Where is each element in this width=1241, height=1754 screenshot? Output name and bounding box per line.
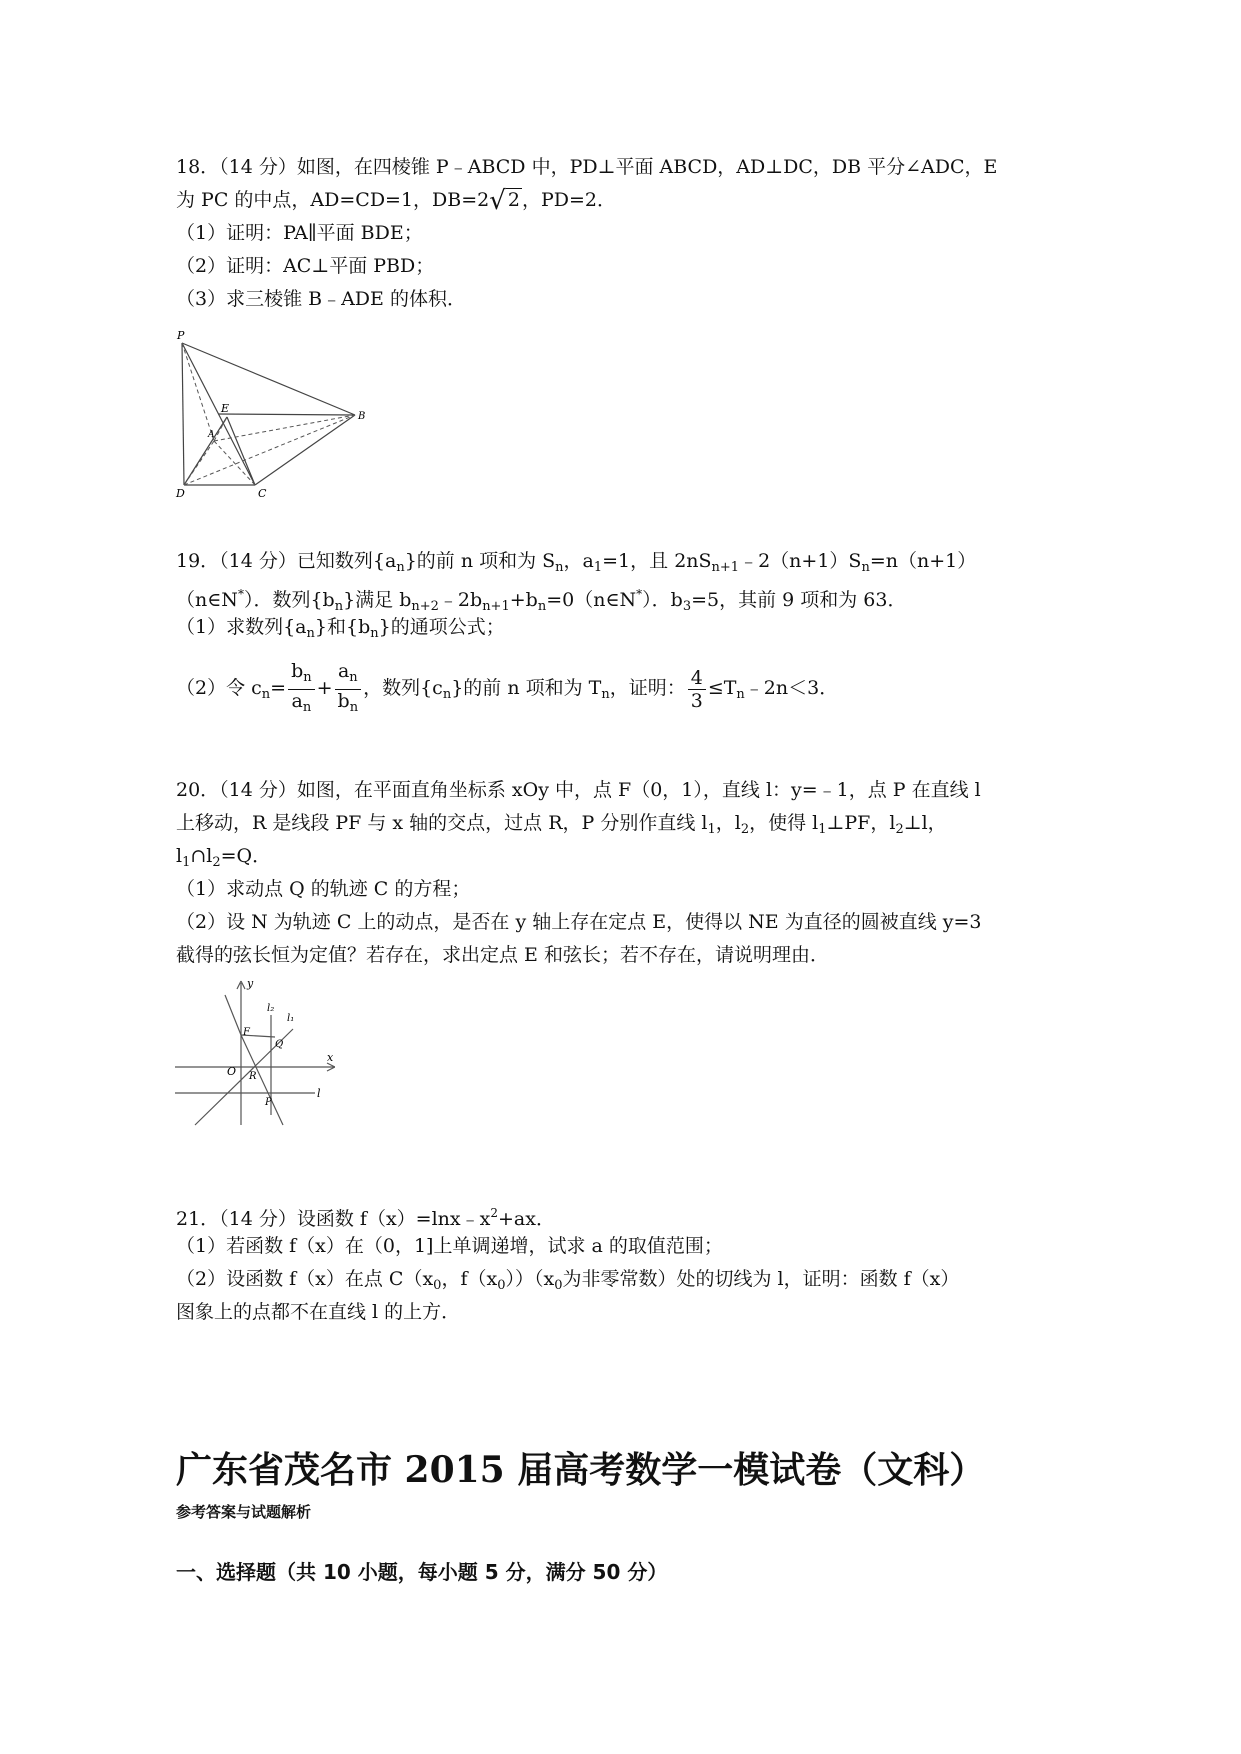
q21-part1: （1）若函数 f（x）在（0，1]上单调递增，试求 a 的取值范围； bbox=[176, 1235, 723, 1257]
label-P: P bbox=[177, 329, 185, 342]
question-20 bbox=[176, 774, 1076, 972]
q21-part2: （2）设函数 f（x）在点 $C(x_0$，$f(x_0))(x_0$为非零常数）处的切线为 l，证明：函数 f（x） bbox=[176, 1268, 960, 1293]
q19-line1: 19．（14 分）已知数列$\{a_n\}$的前 n 项和为 $S_n$，$a_1=1$，且 $2nS_{n+1}﹣2(n+1)S_n=n(n+1)$ bbox=[176, 550, 977, 575]
answer-subtitle: 参考答案与试题解析 bbox=[176, 1503, 312, 1521]
q18-line2: 为 PC 的中点，AD=CD=1，DB=2√ 2 ，PD=2． bbox=[176, 186, 616, 216]
question-19 bbox=[176, 545, 1076, 724]
q21-part3: 图象上的点都不在直线 l 的上方． bbox=[176, 1301, 461, 1323]
label-F: F bbox=[243, 1027, 250, 1038]
label-E: E bbox=[221, 402, 230, 415]
q20-part2: （2）设 N 为轨迹 C 上的动点，是否在 y 轴上存在定点 E，使得以 NE 为直径的圆被直线 y=3 bbox=[176, 911, 982, 933]
q18-part3: （3）求三棱锥 B﹣ADE 的体积． bbox=[176, 288, 466, 310]
label-A: A bbox=[208, 430, 215, 440]
label-Q: Q bbox=[275, 1039, 284, 1050]
label-l: l bbox=[317, 1087, 321, 1100]
label-B: B bbox=[358, 411, 366, 422]
fraction-an-bn: $\frac{a_n}{b_n}$ bbox=[335, 660, 362, 719]
q18-part2: （2）证明：AC⊥平面 PBD； bbox=[176, 255, 435, 277]
q19-part2: （2）令 $c_n=$ $\frac{b_n}{a_n}$ + $\frac{a_n}{b_n}$ ，数列$\{c_n\}$的前 n 项和为 $T_n$，证明： $\frac{4}{3}$ $\le T_n﹣2n<3$． bbox=[176, 652, 1076, 724]
pyramid-figure bbox=[170, 325, 380, 500]
label-O: O bbox=[227, 1065, 237, 1078]
section-heading: 一、选择题（共 10 小题，每小题 5 分，满分 50 分） bbox=[176, 1560, 668, 1584]
label-R: R bbox=[249, 1071, 257, 1082]
q18-part1: （1）证明：PA∥平面 BDE； bbox=[176, 222, 423, 244]
answer-title: 广东省茂名市 2015 届高考数学一模试卷（文科） bbox=[176, 1449, 986, 1491]
q20-part3: 截得的弦长恒为定值？若存在，求出定点 E 和弦长；若不存在，请说明理由． bbox=[176, 944, 829, 966]
label-D: D bbox=[176, 487, 185, 500]
q19-line2: （n∈N*）．数列$\{b_n\}$满足 $b_{n+2}﹣2b_{n+1}+b_n=0(n\in N^*)$．$b_3=5$，其前 9 项和为 63． bbox=[176, 587, 907, 614]
q18-line1: 18．（14 分）如图，在四棱锥 P﹣ABCD 中，PD⊥平面 ABCD，AD⊥DC，DB 平分∠ADC，E bbox=[176, 156, 998, 178]
fraction-4-3: $\frac{4}{3}$ bbox=[688, 667, 706, 712]
q20-line3: $l_1\cap l_2=Q$． bbox=[176, 845, 272, 870]
label-P: P bbox=[265, 1097, 272, 1108]
q19-part1: （1）求数列$\{a_n\}$和$\{b_n\}$的通项公式； bbox=[176, 616, 505, 641]
axis-label-x: x bbox=[327, 1051, 334, 1064]
q20-line2: 上移动，R 是线段 PF 与 x 轴的交点，过点 R，P 分别作直线 $l_1$，$l_2$，使得 $l_1\perp PF$，$l_2\perp l$， bbox=[176, 812, 947, 837]
sqrt-symbol: √ 2 bbox=[489, 186, 520, 216]
label-l1: l₁ bbox=[287, 1013, 295, 1024]
q21-line1: 21．（14 分）设函数 $f(x)=\ln x﹣x^2+ax$． bbox=[176, 1206, 555, 1230]
q20-part1: （1）求动点 Q 的轨迹 C 的方程； bbox=[176, 878, 471, 900]
question-21 bbox=[176, 1197, 1076, 1329]
question-18 bbox=[176, 151, 1076, 316]
label-C: C bbox=[258, 487, 267, 500]
q20-line1: 20．（14 分）如图，在平面直角坐标系 xOy 中，点 F（0，1），直线 l：y=﹣1，点 P 在直线 l bbox=[176, 779, 981, 801]
axis-label-y: y bbox=[247, 977, 254, 990]
label-l2: l₂ bbox=[267, 1003, 275, 1014]
fraction-bn-an: $\frac{b_n}{a_n}$ bbox=[288, 660, 315, 719]
coordinate-figure bbox=[175, 975, 335, 1130]
